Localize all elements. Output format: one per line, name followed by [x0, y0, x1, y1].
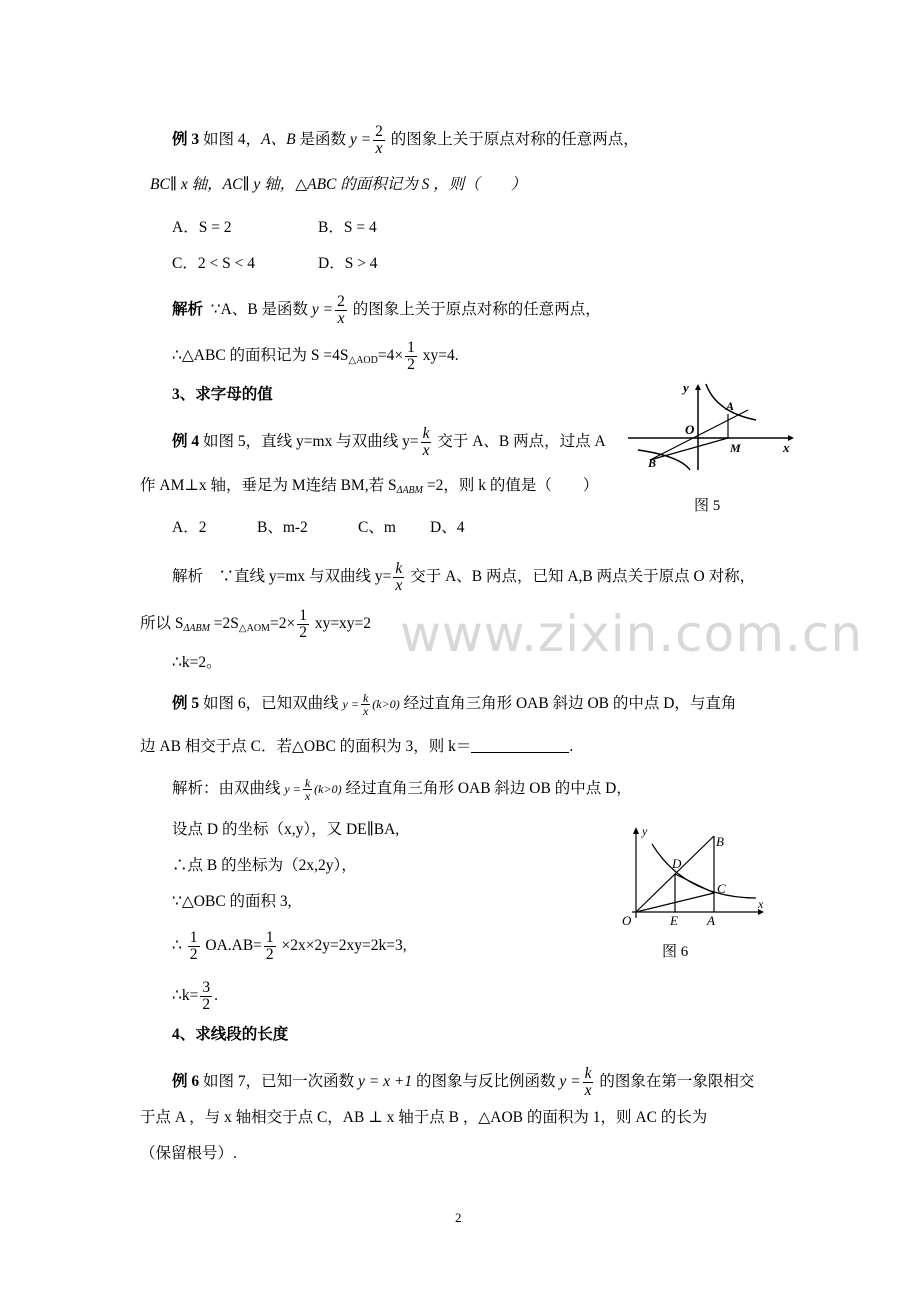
ex5-sol-frac-num: k [304, 776, 311, 790]
fig6-label-e: E [670, 913, 678, 928]
ex5-sol5a: ∴ [172, 937, 186, 955]
ex5-sol5-fraction2 [264, 930, 276, 963]
ex5-sol-frac-den: x [304, 789, 311, 803]
ex6-frac-num: k [584, 1065, 592, 1082]
ex4-l2b: =2，则 k 的值是（ ） [423, 477, 599, 494]
ex5-sol5-num2: 1 [265, 929, 274, 946]
ex5-solution-line2: 设点 D 的坐标（x,y），又 DE∥BA, [172, 821, 400, 838]
ex4-l1a: 如图 5，直线 y=mx 与双曲线 y= [199, 433, 419, 451]
ex3-l1b: A、B [261, 131, 296, 149]
fig6-caption: 图 6 [662, 944, 689, 960]
ex5-sol-func: y = [284, 782, 301, 797]
ex3-sol2-sub: △AOD [348, 355, 378, 367]
ex4-option-c: C、m [358, 519, 396, 536]
fig6-y-arrow [633, 827, 639, 834]
ex5-l2b: . [569, 738, 574, 755]
fig5-line-bm [650, 438, 728, 460]
fig5-caption: 图 5 [694, 498, 721, 514]
ex3-sol-a: ∵A、B 是函数 [210, 301, 312, 319]
ex3-sol-frac-num: 2 [337, 293, 345, 310]
ex3-sol2-fraction [405, 340, 417, 373]
ex4-l1b: 交于 A、B 两点，过点 A [433, 433, 606, 451]
ex4-frac-den: x [422, 442, 430, 459]
ex4-sol-a: 解析 ∵直线 y=mx 与双曲线 y= [172, 568, 392, 586]
fig6-label-o: O [622, 913, 632, 928]
ex4-sol-b: 交于 A、B 两点，已知 A,B 两点关于原点 O 对称， [406, 568, 756, 586]
ex4-sol-frac-den: x [395, 577, 403, 594]
ex4-label: 例 4 [172, 433, 200, 451]
ex3-solution-line2 [172, 340, 459, 373]
fig5-label-a: A [726, 399, 735, 413]
ex5-sol6b: . [214, 987, 218, 1005]
ex5-solution-line6 [172, 980, 218, 1013]
ex3-func: y = [349, 131, 372, 149]
ex5-l2a: 边 AB 相交于点 C．若△OBC 的面积为 3，则 k＝ [140, 738, 472, 755]
ex4-option-a: A．2 [172, 519, 207, 536]
ex4-sol2-sub2: △AOM [238, 623, 270, 635]
ex5-line1 [172, 692, 736, 717]
ex3-l1c: 是函数 [295, 131, 350, 149]
ex4-sol2-sub: ΔABM [183, 623, 210, 635]
fig6-label-a: A [707, 913, 715, 928]
ex4-sol2-num: 1 [299, 607, 307, 624]
ex3-label: 例 3 [172, 131, 200, 149]
ex5-l1b: 经过直角三角形 OAB 斜边 OB 的中点 D，与直角 [399, 695, 737, 713]
ex6-line1 [172, 1066, 754, 1099]
ex4-sol2-c: =2× [269, 615, 296, 633]
ex3-fraction [373, 124, 385, 157]
figure-6 [618, 822, 768, 932]
ex5-line2 [140, 737, 573, 757]
ex5-sol6-fraction [200, 980, 212, 1013]
ex4-sol2-den: 2 [299, 624, 307, 641]
ex4-sol2-a: 所以 S [140, 615, 184, 633]
fig6-label-y: y [642, 824, 648, 838]
fig6-hyperbola [652, 844, 756, 898]
ex3-sol-fraction [335, 294, 347, 327]
figure-5 [628, 382, 794, 472]
watermark: www.zixin.com.cn [400, 605, 864, 663]
ex3-frac-num: 2 [375, 123, 383, 140]
ex5-sol6-den: 2 [202, 996, 211, 1013]
ex5-frac-num: k [362, 691, 369, 705]
ex3-sol-b: 的图象上关于原点对称的任意两点， [348, 301, 601, 319]
ex3-line2: BC∥ x 轴，AC∥ y 轴，△ABC 的面积记为 S ，则（ ） [150, 176, 527, 193]
ex4-line2 [140, 476, 598, 501]
ex3-l1d: 的图象上关于原点对称的任意两点， [386, 131, 639, 149]
ex4-sol2-e: xy=xy=2 [310, 615, 372, 633]
ex4-sol-fraction [393, 561, 404, 594]
ex6-l1c: 的图象在第一象限相交 [595, 1073, 755, 1091]
ex6-l1b: 的图象与反比例函数 [412, 1073, 560, 1091]
fig5-label-x: x [783, 440, 790, 455]
ex3-sol2-c: xy=4. [418, 347, 459, 365]
ex5-sol1a: 解析：由双曲线 [172, 780, 285, 798]
ex5-sol5-fraction1 [188, 930, 200, 963]
fig6-label-b: B [716, 834, 724, 849]
section-4-title: 4、求线段的长度 [172, 1026, 289, 1043]
ex5-sol5-den2: 2 [265, 946, 274, 963]
answer-blank[interactable] [471, 738, 569, 753]
ex5-cond: (k>0) [372, 697, 400, 712]
fig6-line-dc [675, 874, 714, 893]
ex5-sol6a: ∴k= [172, 987, 199, 1005]
fig6-label-c: C [717, 881, 726, 896]
ex6-l1a: 如图 7，已知一次函数 [199, 1073, 359, 1091]
ex5-solution-line1 [172, 777, 632, 802]
ex4-option-d: D、4 [430, 519, 465, 536]
fig6-label-x: x [758, 897, 764, 911]
ex5-sol5b: OA.AB= [201, 937, 262, 955]
ex5-sol5-den1: 2 [189, 946, 198, 963]
ex5-sol6-num: 3 [202, 979, 211, 996]
fig5-label-o: O [685, 422, 695, 437]
ex5-sol5c: ×2x×2y=2xy=2k=3, [277, 937, 407, 955]
ex6-line3: （保留根号）. [140, 1145, 237, 1162]
ex3-sol2-a: ∴△ABC 的面积记为 S =4S [172, 347, 349, 365]
ex5-sol5-num1: 1 [189, 929, 198, 946]
ex3-option-c: C．2 < S < 4 [172, 255, 255, 272]
ex5-sol-fraction [303, 777, 312, 802]
ex4-solution-line1 [172, 561, 755, 594]
fig6-label-d: D [672, 856, 682, 871]
ex3-sol2-num: 1 [407, 339, 415, 356]
fig5-y-arrow [695, 384, 701, 390]
fig5-label-b: B [648, 456, 657, 470]
ex4-solution-line2 [140, 608, 371, 641]
ex4-l2-sub: ΔABM [396, 485, 423, 496]
ex5-label: 例 5 [172, 695, 200, 713]
ex4-sol2-b: =2S [209, 615, 239, 633]
ex5-solution-line5 [172, 930, 407, 963]
ex6-frac-den: x [584, 1082, 592, 1099]
ex4-option-b: B、m-2 [257, 519, 308, 536]
ex3-option-b: B．S = 4 [318, 219, 377, 236]
ex3-line1 [172, 124, 639, 157]
fig5-label-y: y [683, 382, 689, 395]
ex3-option-d: D．S > 4 [318, 255, 378, 272]
ex6-fraction [583, 1066, 594, 1099]
ex5-solution-line4: ∵△OBC 的面积 3, [172, 893, 292, 910]
ex5-sol1b: 经过直角三角形 OAB 斜边 OB 的中点 D， [341, 780, 632, 798]
ex3-sol-label: 解析 [172, 301, 204, 319]
ex5-frac-den: x [362, 704, 369, 718]
ex3-sol2-den: 2 [407, 356, 415, 373]
ex5-solution-line3: ∴点 B 的坐标为（2x,2y）， [172, 857, 357, 874]
ex3-solution-line1 [172, 294, 601, 327]
fig5-label-m: M [730, 441, 741, 455]
ex5-l1a: 如图 6，已知双曲线 [199, 695, 343, 713]
ex4-fraction [421, 426, 432, 459]
ex5-fraction [361, 692, 370, 717]
section-3-title: 3、求字母的值 [172, 386, 273, 403]
ex4-frac-num: k [422, 425, 430, 442]
ex4-solution-line3: ∴k=2。 [172, 654, 222, 671]
ex3-sol2-b: =4× [377, 347, 404, 365]
page-number: 2 [455, 1210, 462, 1225]
ex6-label: 例 6 [172, 1073, 200, 1091]
ex3-sol-func: y = [311, 301, 334, 319]
ex4-sol2-fraction [297, 608, 309, 641]
ex3-l1a: 如图 4， [199, 131, 262, 149]
ex3-frac-den: x [375, 140, 383, 157]
ex3-option-a: A．S = 2 [172, 219, 232, 236]
ex6-func1: y = x +1 [358, 1073, 413, 1091]
ex4-line1 [172, 426, 606, 459]
ex6-line2: 于点 A ，与 x 轴相交于点 C，AB ⊥ x 轴于点 B ，△AOB 的面积为 1，则 AC 的长为 [140, 1109, 708, 1126]
ex5-func: y = [342, 697, 359, 712]
ex4-sol-frac-num: k [395, 560, 403, 577]
ex4-l2a: 作 AM⊥x 轴，垂足为 M连结 BM,若 S [140, 477, 397, 494]
ex6-func2: y = [559, 1073, 581, 1091]
ex5-sol-cond: (k>0) [314, 782, 342, 797]
ex3-sol-frac-den: x [337, 310, 345, 327]
